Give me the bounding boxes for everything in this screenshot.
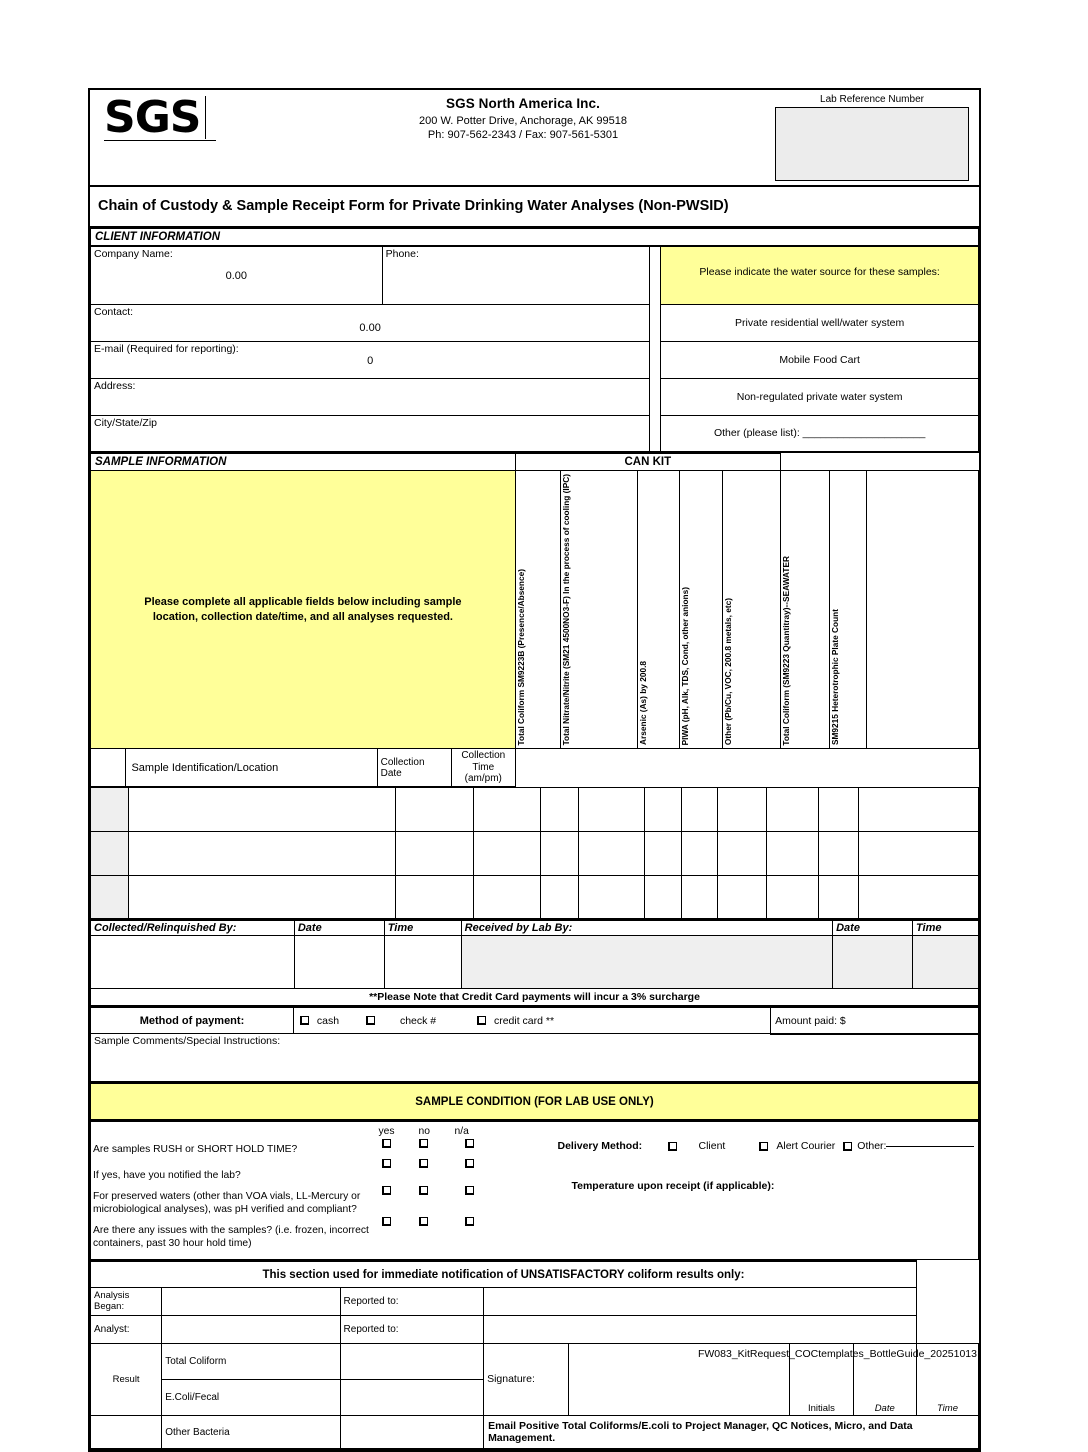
address-label: Address: (94, 379, 136, 392)
analysis-column-7: SM9215 Heterotrophic Plate Count (829, 471, 866, 749)
delivery-courier-checkbox[interactable] (759, 1142, 768, 1151)
delivery-other-label: Other: (857, 1140, 887, 1153)
temperature-label: Temperature upon receipt (if applicable): (571, 1180, 775, 1193)
delivery-temperature-cell (552, 1122, 979, 1260)
result-time-label: Time (916, 1379, 978, 1415)
analysis-cell-3-3[interactable] (645, 875, 682, 919)
received-by-value[interactable] (461, 936, 832, 989)
city-state-zip-cell[interactable] (91, 415, 650, 452)
q1-na-checkbox[interactable] (465, 1139, 474, 1148)
received-time-label: Time (913, 921, 979, 936)
q3-yes-checkbox[interactable] (382, 1186, 391, 1195)
question-1: Are samples RUSH or SHORT HOLD TIME? (93, 1144, 298, 1156)
credit-card-checkbox[interactable] (477, 1016, 486, 1025)
row-number-header (91, 749, 126, 786)
table-row[interactable] (91, 875, 979, 919)
analysis-column-4: PIWA (pH, Alk, TDS, Cond, other anions) (680, 471, 723, 749)
collection-date-2[interactable] (395, 831, 473, 875)
analysis-cell-3-2[interactable] (579, 875, 645, 919)
check-label: check # (399, 1014, 437, 1027)
city-state-zip-value (94, 429, 646, 439)
analysis-cell-2-4[interactable] (681, 831, 718, 875)
company-name-label: Company Name: (94, 248, 173, 260)
email-label: E-mail (Required for reporting): (94, 342, 239, 355)
analysis-cell-1-8[interactable] (858, 787, 978, 831)
result-label: Result (91, 1343, 162, 1415)
water-source-option-3[interactable]: Non-regulated private water system (661, 378, 979, 415)
lab-reference-area (771, 90, 979, 185)
sample-id-1[interactable] (128, 787, 395, 831)
analysis-cell-1-5[interactable] (718, 787, 767, 831)
result-name-3: Other Bacteria (162, 1415, 340, 1449)
analyst-label: Analyst: (91, 1315, 162, 1343)
analysis-cell-2-7[interactable] (819, 831, 859, 875)
payment-method-label: Method of payment: (91, 1008, 294, 1034)
analysis-column-6: Total Coliform (SM9223 Quantitray)--SEAWATER (780, 471, 829, 749)
result-name-2: E.Coli/Fecal (162, 1379, 340, 1415)
company-phone-fax: Ph: 907-562-2343 / Fax: 907-561-5301 (427, 129, 619, 141)
page-title: Chain of Custody & Sample Receipt Form for Private Drinking Water Analyses (Non-PWSID) (98, 198, 729, 214)
form-header (90, 90, 979, 187)
q1-yes-checkbox[interactable] (382, 1139, 391, 1148)
analysis-header-spacer (515, 749, 978, 787)
water-source-option-1[interactable]: Private residential well/water system (661, 304, 979, 341)
delivery-method-label: Delivery Method: (557, 1140, 643, 1153)
custody-time-label: Time (384, 921, 461, 936)
collection-date-3[interactable] (395, 875, 473, 919)
custody-date-label: Date (294, 921, 384, 936)
analysis-cell-2-5[interactable] (718, 831, 767, 875)
analysis-cell-3-7[interactable] (819, 875, 859, 919)
check-checkbox[interactable] (366, 1016, 375, 1025)
question-4: Are there any issues with the samples? (i.e. frozen, incorrect containers, past 30 hour hold time) (93, 1225, 369, 1250)
comments-cell-right[interactable] (771, 1034, 979, 1082)
delivery-client-label: Client (698, 1140, 726, 1153)
no-column-label: no (418, 1126, 430, 1138)
yes-column-label: yes (378, 1126, 395, 1138)
water-source-checkbox-4[interactable] (650, 415, 661, 452)
q3-no-checkbox[interactable] (419, 1186, 428, 1195)
sample-id-3[interactable] (128, 875, 395, 919)
analysis-cell-1-6[interactable] (767, 787, 819, 831)
condition-questions-table (90, 1121, 979, 1260)
company-name: SGS North America Inc. (446, 96, 600, 111)
email-cell[interactable] (91, 341, 650, 378)
credit-card-label: credit card ** (493, 1014, 555, 1027)
question-3: For preserved waters (other than VOA vials, LL-Mercury or microbiological analyses), was pH verified and compliant? (93, 1191, 361, 1216)
sample-rows-table (90, 787, 979, 921)
footer-document-id: FW083_KitRequest_COCtemplates_BottleGuide_20251013 (697, 1348, 977, 1360)
q4-no-checkbox[interactable] (419, 1217, 428, 1226)
collection-date-1[interactable] (395, 787, 473, 831)
result-name-1: Total Coliform (162, 1343, 340, 1379)
analysis-cell-2-1[interactable] (540, 831, 579, 875)
analysis-cell-2-8[interactable] (858, 831, 978, 875)
unsatisfactory-banner: This section used for immediate notification of UNSATISFACTORY coliform results only: (91, 1261, 917, 1287)
q2-na-checkbox[interactable] (465, 1159, 474, 1168)
phone-label: Phone: (385, 248, 419, 260)
city-state-zip-label: City/State/Zip (94, 416, 158, 429)
received-time-value[interactable] (913, 936, 979, 989)
analysis-cell-2-6[interactable] (767, 831, 819, 875)
email-note: Email Positive Total Coliforms/E.coli to Project Manager, QC Notices, Micro, and Data Management. (484, 1415, 979, 1449)
analysis-column-2: Total Nitrate/Nitrite (SM21 4500NO3-F) In the process of cooling (IPC) (561, 471, 638, 749)
address-value (94, 392, 646, 402)
sample-instruction: Please complete all applicable fields below including sample location, collection date/time, and all analyses requested. (91, 471, 516, 749)
analysis-cell-1-7[interactable] (819, 787, 859, 831)
analysis-cell-1-3[interactable] (645, 787, 682, 831)
sample-id-2[interactable] (128, 831, 395, 875)
can-kit-header: CAN KIT (515, 454, 780, 471)
company-name-cell[interactable] (91, 246, 383, 304)
contact-cell[interactable] (91, 304, 650, 341)
water-source-option-2[interactable]: Mobile Food Cart (661, 341, 979, 378)
analysis-cell-1-2[interactable] (579, 787, 645, 831)
sample-condition-table (90, 1083, 979, 1122)
received-date-value[interactable] (833, 936, 913, 989)
q4-na-checkbox[interactable] (465, 1217, 474, 1226)
signature-label: Signature: (484, 1343, 569, 1415)
water-source-checkbox-3[interactable] (650, 378, 661, 415)
phone-value (386, 260, 647, 270)
logo-area (90, 90, 275, 185)
row-marker-1 (91, 787, 129, 831)
q4-yes-checkbox[interactable] (382, 1217, 391, 1226)
cash-label: cash (316, 1014, 340, 1027)
q2-no-checkbox[interactable] (419, 1159, 428, 1168)
analysis-cell-3-1[interactable] (540, 875, 579, 919)
form-title-row (90, 187, 979, 228)
spacer-cell-1 (650, 246, 661, 304)
collection-time-header: Collection Time (am/pm) (461, 750, 506, 785)
sample-information-table (90, 453, 979, 787)
surcharge-note: **Please Note that Credit Card payments will incur a 3% surcharge (91, 989, 979, 1007)
delivery-client-checkbox[interactable] (668, 1142, 677, 1151)
analysis-cell-3-4[interactable] (681, 875, 718, 919)
na-column-label: n/a (454, 1126, 469, 1138)
reported-to-label-1: Reported to: (340, 1287, 484, 1315)
lab-reference-label: Lab Reference Number (820, 94, 924, 105)
delivery-other-input[interactable] (886, 1146, 974, 1147)
reported-to-value-2[interactable] (484, 1315, 917, 1343)
collection-time-1[interactable] (473, 787, 540, 831)
row-marker-3 (91, 875, 129, 919)
sample-information-header: SAMPLE INFORMATION (91, 454, 516, 471)
analysis-cell-1-4[interactable] (681, 787, 718, 831)
condition-questions-cell (91, 1122, 377, 1260)
custody-time-value[interactable] (384, 936, 461, 989)
analysis-column-blank (867, 471, 979, 749)
condition-checkbox-grid (377, 1122, 552, 1260)
collected-by-value[interactable] (91, 936, 295, 989)
company-address: 200 W. Potter Drive, Anchorage, AK 99518 (419, 115, 627, 127)
q3-na-checkbox[interactable] (465, 1186, 474, 1195)
address-cell[interactable] (91, 378, 650, 415)
lab-reference-input[interactable] (775, 107, 969, 181)
analysis-column-3: Arsenic (As) by 200.8 (637, 471, 680, 749)
analysis-cell-1-1[interactable] (540, 787, 579, 831)
analysis-began-label: Analysis Began: (91, 1287, 162, 1315)
table-row[interactable] (91, 831, 979, 875)
phone-cell[interactable] (382, 246, 650, 304)
payment-table (90, 1007, 979, 1083)
company-name-value: 0.00 (225, 270, 248, 282)
coc-form (88, 88, 981, 1452)
delivery-courier-label: Alert Courier (776, 1140, 836, 1153)
analysis-cell-2-2[interactable] (579, 831, 645, 875)
contact-label: Contact: (94, 305, 134, 318)
analysis-column-5: Other (Pb/Cu, VOC, 200.8 metals, etc) (723, 471, 780, 749)
sample-id-header: Sample Identification/Location (126, 749, 377, 786)
question-2: If yes, have you notified the lab? (93, 1170, 241, 1182)
result-value-3[interactable] (340, 1415, 484, 1449)
reported-to-value-1[interactable] (484, 1287, 917, 1315)
water-source-option-4[interactable]: Other (please list): _____________________ (661, 415, 979, 452)
collection-time-2[interactable] (473, 831, 540, 875)
custody-table (90, 920, 979, 1007)
water-source-checkbox-1[interactable] (650, 304, 661, 341)
title-spacer (771, 187, 979, 226)
collected-by-label: Collected/Relinquished By: (91, 921, 295, 936)
analysis-column-1: Total Coliform SM9223B (Presence/Absence) (515, 471, 560, 749)
q1-no-checkbox[interactable] (419, 1139, 428, 1148)
client-information-table (90, 228, 979, 453)
analysis-cell-3-8[interactable] (858, 875, 978, 919)
analysis-began-value[interactable] (162, 1287, 340, 1315)
delivery-other-checkbox[interactable] (843, 1142, 852, 1151)
collection-date-header: Collection Date (377, 749, 451, 786)
email-value: 0 (367, 354, 374, 367)
received-by-label: Received by Lab By: (461, 921, 832, 936)
amount-paid-label: Amount paid: $ (775, 1014, 846, 1027)
comments-label: Sample Comments/Special Instructions: (94, 1035, 281, 1048)
collection-time-3[interactable] (473, 875, 540, 919)
received-date-label: Date (833, 921, 913, 936)
comments-cell[interactable] (91, 1034, 771, 1082)
result-date-label: Date (853, 1379, 916, 1415)
can-kit-spacer (780, 454, 866, 471)
analysis-cell-3-6[interactable] (767, 875, 819, 919)
initials-label: Initials (790, 1379, 853, 1415)
amount-paid-cell[interactable] (771, 1008, 979, 1034)
header-right-spacer (867, 454, 979, 471)
sample-condition-banner: SAMPLE CONDITION (FOR LAB USE ONLY) (91, 1083, 979, 1120)
q2-yes-checkbox[interactable] (382, 1159, 391, 1168)
table-row[interactable] (91, 787, 979, 831)
water-source-prompt: Please indicate the water source for these samples: (661, 246, 979, 304)
sgs-logo: SGS (104, 96, 206, 139)
custody-date-value[interactable] (294, 936, 384, 989)
cash-checkbox[interactable] (300, 1016, 309, 1025)
water-source-checkbox-2[interactable] (650, 341, 661, 378)
sample-column-headers (91, 749, 516, 787)
client-information-header: CLIENT INFORMATION (91, 229, 979, 247)
row-marker-2 (91, 831, 129, 875)
analysis-cell-3-5[interactable] (718, 875, 767, 919)
contact-value: 0.00 (359, 321, 381, 334)
payment-options (293, 1008, 770, 1034)
analysis-cell-2-3[interactable] (645, 831, 682, 875)
reported-to-label-2: Reported to: (340, 1315, 484, 1343)
analyst-value[interactable] (162, 1315, 340, 1343)
company-block (275, 90, 771, 185)
result-value-2[interactable] (340, 1379, 484, 1415)
